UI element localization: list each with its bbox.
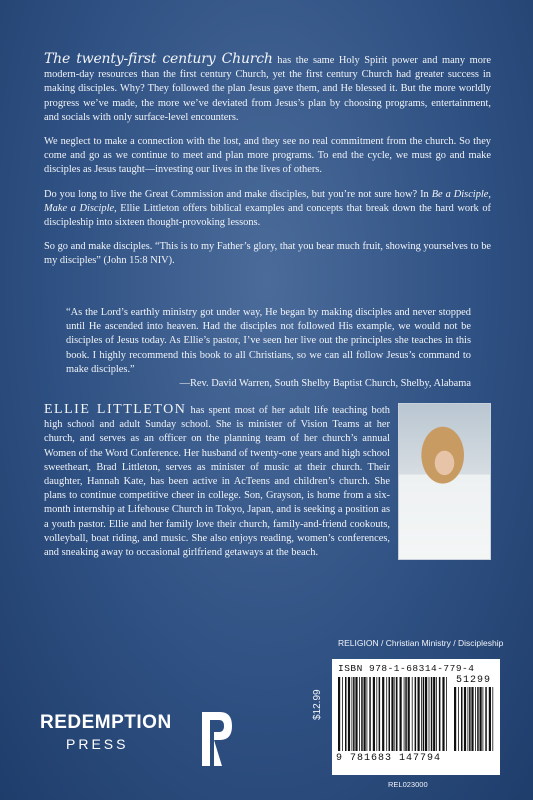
blurb-paragraph-3 [44,188,491,231]
publisher-logo [40,710,240,780]
cover-blurb [44,52,491,279]
blurb-paragraph-1 [44,52,491,125]
blurb-paragraph-2: We neglect to make a connection with the lost, and they see no real commitment from the church. So they come and go as we continue to meet and plan more programs. To end the cycle, we must go and make disciples as Jesus taught—investing our lives in the lives of others. [44,136,491,176]
author-name: ELLIE LITTLETON [44,402,187,417]
blurb-p3-post: , Ellie Littleton offers biblical examples and concepts that break down the hard work of discipleship into sixteen thought-provoking lessons. [44,202,491,229]
blurb-p3-pre: Do you long to live the Great Commission and make disciples, but you’re not sure how? In [44,188,432,200]
bisac-code: REL023000 [388,780,428,789]
publisher-sub: PRESS [66,736,129,752]
addon-barcode [454,687,494,751]
bio-text: has spent most of her adult life teaching both high school and adult Sunday school. She is minister of Vision Teams at her church, and serves as an officer on the planning team of her church’s annual Women of the Word Conference. Her husband of twenty-one years and high school sweetheart, Brad Littleton, serves as minister of music at their church. Their daughter, Hannah Kate, has been active in AcTeens and children’s church. She plans to continue competitive cheer in college. Son, Grayson, is home from a six-month internship at Lifehouse Church in Tokyo, Japan, and is seeking a position as a youth pastor. Ellie and her family love their church, family-and-friend cookouts, volleyball, boat riding, and music. She also enjoys reading, women’s conferences, and sneaking away to occasional girlfriend getaways at the beach. [44,405,390,559]
price-label: $12.99 [312,689,323,720]
blurb-paragraph-4: So go and make disciples. “This is to my Father’s glory, that you bear much fruit, showing yourselves to be my disciples” (John 15:8 NIV). [44,241,491,267]
barcode-box [332,659,500,775]
book-title: Be a Disciple, Make a Disciple [44,188,491,214]
ean-barcode [338,677,448,751]
publisher-emblem-icon [200,710,234,768]
publisher-name: REDEMPTION [40,712,172,733]
author-photo [398,403,491,560]
quote-text: “As the Lord’s earthly ministry got under way, He began by making disciples and never stopped until He ascended into heaven. Had the disciples not followed His example, we would not be disciples of Jesus today. As Ellie’s pastor, I’ve seen her live out the principles she teaches in this book. I highly recommend this book to all Christians, so we can all follow Jesus’s command to make disciples.” [66,307,471,375]
blurb-opening-script: The twenty-first century Church [44,51,273,67]
quote-attribution: —Rev. David Warren, South Shelby Baptist Church, Shelby, Alabama [179,378,471,390]
endorsement-quote [66,306,471,391]
addon-number: 51299 [456,675,492,686]
isbn-text: ISBN 978-1-68314-779-4 [338,663,475,674]
blurb-p1-text: has the same Holy Spirit power and many more modern-day resources than the first century Church, yet the first century Church had greater success in making disciples. Why? They followed the plan Jesus gave them, and He blessed it. But the more worldly progress we’ve made, the more we’ve deviated from Jesus’s plan by choosing programs, entertainment, and socials with only surface-level encounters. [44,55,491,123]
ean-number: 9 781683 147794 [336,753,442,764]
category-label: RELIGION / Christian Ministry / Discipleship [338,638,504,648]
author-bio [44,403,491,564]
